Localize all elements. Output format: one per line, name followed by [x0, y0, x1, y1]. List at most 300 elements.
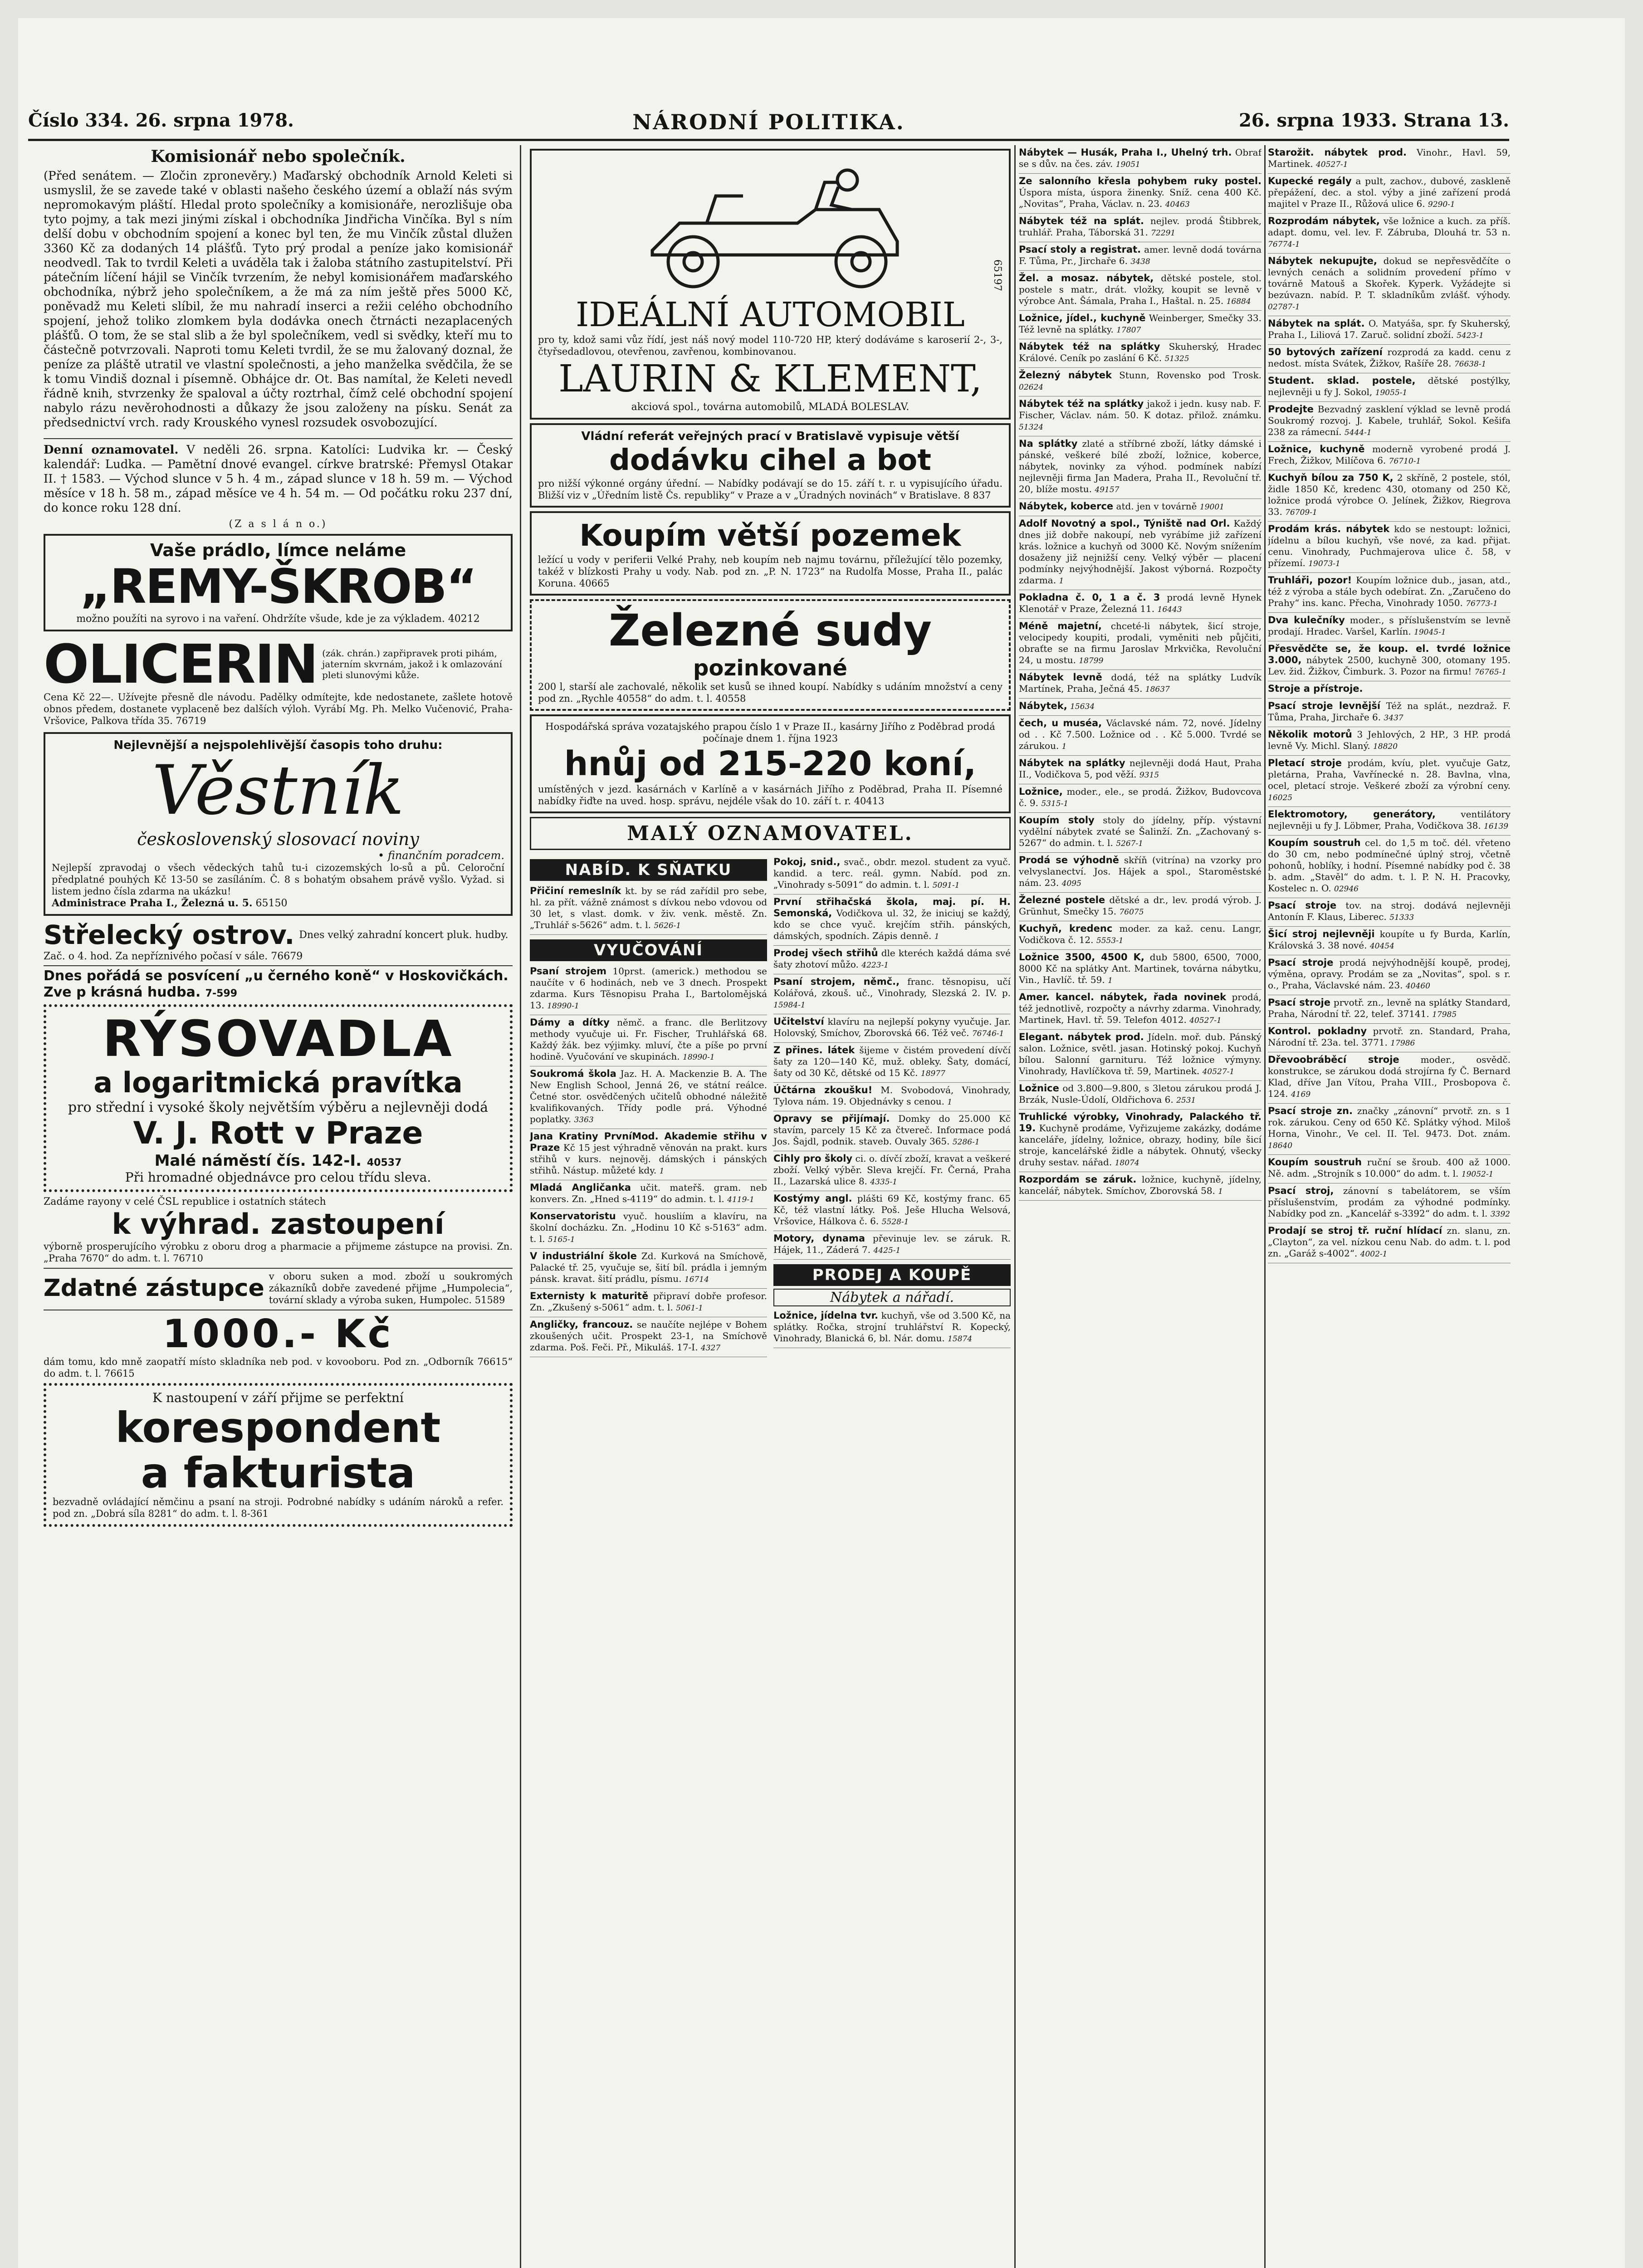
classified-heading: Elektromotory, generátory, [1268, 809, 1436, 820]
classified-item [1019, 242, 1262, 271]
ad-laurin-number: 65197 [992, 259, 1003, 291]
classified-number: 76774-1 [1268, 240, 1300, 249]
classified-item [1268, 254, 1511, 316]
classified-text: moderně vyrobené prodá J. Frech, Žižkov, Milíčova 6. [1268, 444, 1511, 466]
classified-number: 76710-1 [1389, 457, 1421, 466]
classified-heading: Několik motorů [1268, 729, 1352, 740]
ad-remy-skrob [44, 534, 513, 631]
column-classifieds-4 [1268, 145, 1511, 2268]
classified-text: moder., osvědč. konstrukce, se zárukou dodá strojírna fy Č. Bernard Klad, dříve Jan Vítou, Praha VIII., Prosbopova č. 124. [1268, 1054, 1511, 1099]
classified-heading: Koupím soustruh [1268, 837, 1361, 848]
section-vyucovani: VYUČOVÁNÍ [530, 939, 767, 961]
classified-text: Stunn, Rovensko pod Trosk. [1119, 370, 1262, 381]
ad-bratislava-name: dodávku cihel a bot [609, 444, 931, 477]
classified-number: 17986 [1390, 1039, 1415, 1048]
classified-heading: Ložnice, [1019, 786, 1063, 797]
classified-number: 19051 [1115, 160, 1140, 169]
classified-text: zánovní s tabelátorem, se vším příslušenstvím, prodám za výhodné podmínky. Nabídky pod zn. „Kancelář s-3392“ do adm. t. l. [1268, 1185, 1511, 1219]
classified-text: dodá, též na splátky Ludvík Martínek, Praha, Ječná 45. [1019, 672, 1262, 694]
ad-kone-top: Hospodářská správa vozatajského prapou číslo 1 v Praze II., kasárny Jiřího z Poděbrad prodá počínaje dnem 1. října 1923 [545, 721, 995, 744]
classified-heading: čech, u muséa, [1019, 718, 1102, 728]
column-rule [1014, 145, 1016, 2268]
classified-item [1019, 339, 1262, 368]
classified-text: cel. do 1,5 m toč. dél. vřeteno do 30 cm, nebo podmínečné úplný stroj, včetně pohonů, hoblíky, i hodní. Písemné nabídky pod č. 38 b. adm. „Stavěl“ do adm. t. l. P. N. H. Pracovky, Kostelec n. O. [1268, 837, 1511, 894]
ad-rysovadla-number: 40537 [367, 1157, 402, 1168]
classified-heading: Koupím stoly [1019, 815, 1095, 826]
classified-item [1268, 145, 1511, 174]
classified-heading: Psací stoly a registrat. [1019, 244, 1141, 255]
ad-vestnik [44, 732, 513, 916]
classified-item [1019, 174, 1262, 214]
classified-item: Psaní strojem, němč., franc. těsnopisu, učí Kolářová, zkouš. uč., Vinohrady, Slezská 2. IV. p. 15984-1 [773, 974, 1011, 1014]
classified-heading: Nábytek na splát. [1268, 318, 1365, 329]
ad-bratislava-top: Vládní referát veřejných prací v Bratislavě vypisuje větší [581, 430, 959, 443]
ad-cerny-text: Dnes pořádá se posvícení „u černého koně“ v Hoskovičkách. Zve p krásná hudba. [44, 968, 509, 1000]
classified-heading: Elegant. nábytek prod. [1019, 1031, 1144, 1042]
ad-olicerin-number: 76719 [176, 715, 206, 726]
classified-heading: Nábytek, koberce [1019, 501, 1114, 512]
classified-heading: Ložnice 3500, 4500 K, [1019, 952, 1144, 963]
classified-number: 16884 [1226, 297, 1251, 306]
classified-item [1268, 1024, 1511, 1052]
classified-item [1268, 995, 1511, 1024]
classified-item: Přičiní remeslník kt. by se rád zařídil pro sebe, hl. za přít. vážně známost s dívkou nebo vdovou od 30 let, s vlast. domk. v živ. venk. městě. Zn. „Truhlář s-5626“ adm. t. l. 5626-1 [530, 884, 767, 935]
classified-number: 17985 [1432, 1010, 1457, 1019]
ad-remy-name: „REMY-ŠKROB“ [80, 559, 476, 614]
section-nabidky-k-snatku: NABÍD. K SŇATKU [530, 859, 767, 881]
classified-heading: Rozprodám nábytek, [1268, 215, 1380, 226]
ad-zelezne-sudy [530, 599, 1011, 711]
ad-strelecky-side: Dnes velký zahradní koncert pluk. hudby. [299, 929, 509, 941]
ad-koresp-name2: a fakturista [141, 1449, 416, 1497]
ad-sudy-number: 40558 [715, 693, 746, 704]
ad-vestnik-top: Nejlevnější a nejspolehlivější časopis toho druhu: [113, 738, 443, 752]
ad-kone-name: hnůj od 215-220 koní, [564, 744, 977, 783]
classified-item [1019, 368, 1262, 396]
ad-zastoupeni-top: Zadáme rayony v celé ČSL republice i ostatních státech [44, 1196, 326, 1207]
article-body: (Před senátem. — Zločin zpronevěry.) Maďarský obchodník Arnold Keleti si usmyslil, že se zavede také v oblasti našeho českého území a oblaží nás svým nepromokavým pláští. Hledal proto společníky a komisionáře, nerozlišuje oba tyto pojmy, a tak mezi jinými získal i obchodníka Jindřicha Vinčíka. Byl s ním delší dobu v obchodním spojení a konec byl ten, že mu Vinčík zůstal dlužen 3360 Kč za dodaných 14 plášťů. Tyto prý prodal a peníze jako komisionář neodvedl. Tak to tvrdil Keleti a uváděla tak i žaloba státního zastupitelství. Při pátečním líčení hájil se Vinčík tvrzením, že nebyl komisionářem maďarského obchodníka, nýbrž jeho společníkem, a že má za ním ještě přes 5000 Kč, poněvadž mu Keleti slíbil, že mu nahradí inserci a režii celého obchodního spojení, jehož toliko zlomkem byla dodávka onech čtrnácti nezaplacených plášťů. O tom, že se stal slib a že byl společníkem, vedl si svědky, kteří mu to částečně potvrzovali. Naproti tomu Keleti tvrdil, že se mu žalovaný doznal, že peníze za pláště utratil ve vlastní společnosti, a jeho manželka svědčila, že se k tomu Vindiš doznal i písemně. Obhájce dr. Ot. Bas namítal, že Keleti nevedl řádně knih, stvrzenky že spaloval a účty roztrhal, čímž celé obchodní spojení nabylo rázu nevěrohodnosti a důkazy že jsou založeny na písku. Senát za předsednictví vrch. rady Krouského vynesl rozsudek osvobozující. [44, 169, 513, 430]
ad-vestnik-name: Věstník [152, 751, 405, 830]
classified-item [1019, 784, 1262, 813]
classified-number: 40527-1 [1202, 1067, 1235, 1076]
classified-heading: Dva kulečníky [1268, 615, 1345, 626]
classified-item [1019, 1030, 1262, 1081]
classified-text: moder., ele., se prodá. Žižkov, Budovcova č. 9. [1019, 786, 1262, 808]
classified-heading: Ložnice [1019, 1083, 1059, 1094]
classified-number: 19055-1 [1375, 388, 1408, 397]
classified-item [1268, 727, 1511, 756]
classified-heading: Dřevoobráběcí stroje [1268, 1054, 1399, 1065]
classified-number: 02946 [1334, 885, 1359, 894]
classified-item [1019, 590, 1262, 619]
column-middle [530, 145, 1011, 2268]
classified-heading: Železné postele [1019, 894, 1105, 905]
classified-text: prodá, též jednotlivě, rozpočty a návrhy zdarma. Vinohrady, Martinek, Havl. tř. 59. Telefon 4012. [1019, 992, 1262, 1025]
ad-bratislava-body: pro nižší výkonné orgány úřední. — Nabídky podávají se do 15. září t. r. u vypisujícího úřadu. Bližší viz v „Úředním listě Čs. republiky“ v Praze a v „Úradných novinách“ v Bratislave. [538, 478, 1002, 501]
ad-koresp-name1: korespondent [115, 1403, 441, 1452]
classified-heading: Přesvědčte se, že koup. el. tvrdé ložnice 3.000, [1268, 643, 1511, 665]
classified-number: 18640 [1268, 1141, 1293, 1150]
classified-number: 72291 [1151, 229, 1176, 238]
classified-text: rozprodá za kadd. cenu z nedost. místa Svátek, Žižkov, Rašíře 28. [1268, 347, 1511, 369]
classified-heading: Amer. kancel. nábytek, řada novinek [1019, 992, 1227, 1002]
column-rule [1264, 145, 1266, 2268]
classified-item [1268, 1183, 1511, 1223]
classified-text: koupíte u fy Burda, Karlín, Královská 3. 38 nové. [1268, 929, 1511, 951]
classified-number: 5444-1 [1344, 428, 1372, 437]
classified-number: 4002-1 [1360, 1250, 1388, 1259]
classified-text: Též na splát., nezdraž. F. Tůma, Praha, Jirchaře 6. [1268, 700, 1511, 723]
ad-vestnik-body: Nejlepší zpravodaj o všech vědeckých tahů tu-i cizozemských lo-sů a pů. Celoroční předplatné pouhých Kč 13-50 se zasíláním. Č. 8 s bohatým obsahem právě vyšlo. Vyžad. si listem jedno čísla zdarma na ukázku! [52, 862, 504, 897]
classifieds-mid-right [773, 855, 1011, 1357]
classified-text: O. Matyáša, spr. fy Skuherský, Praha I., Liliová 17. Zaruč. solidní zboží. [1268, 318, 1511, 340]
classified-item [1268, 214, 1511, 254]
ad-zastoupeni [44, 1196, 513, 1264]
classified-heading: Méně majetní, [1019, 621, 1102, 631]
classifieds-mid-left [530, 855, 767, 1357]
classified-number: 02624 [1019, 383, 1044, 392]
ad-zdatne [44, 1268, 513, 1306]
classified-heading: Truhláři, pozor! [1268, 575, 1352, 586]
classified-item: Ložnice, jídelna tvr. kuchyň, vše od 3.500 Kč, na splátky. Ročka, strojní truhlářství R. Kopecký, Vinohrady, Blanická 6, bl. Nár. domu. 15874 [773, 1308, 1011, 1348]
maly-oznamovatel-title: MALÝ OZNAMOVATEL. [530, 817, 1011, 850]
classified-item [1268, 345, 1511, 373]
classified-number: 19045-1 [1414, 628, 1446, 637]
classified-heading: Starožit. nábytek prod. [1268, 147, 1407, 158]
classified-heading: Pokladna č. 0, 1 a č. 3 [1019, 592, 1160, 603]
classified-heading: Psací stroj, [1268, 1185, 1334, 1196]
classified-number: 5553-1 [1096, 936, 1124, 945]
classified-item [1268, 955, 1511, 995]
classified-number: 49157 [1095, 485, 1120, 494]
ad-pozemek-name: Koupím větší pozemek [579, 518, 961, 553]
automobile-illustration [625, 155, 915, 296]
classified-text: Weinberger, Smečky 33. Též levně na splátky. [1019, 313, 1262, 335]
classified-number: 4095 [1061, 879, 1081, 888]
classified-text: tov. na stroj. dodává nejlevněji Antonín F. Klaus, Liberec. [1268, 900, 1511, 922]
classified-heading: Nábytek též na splátky [1019, 398, 1144, 409]
classified-item: První střihačská škola, maj. pí. H. Semonská, Vodičkova ul. 32, že iniciuj se každý, kdo se chce vyuč. krejčím střih. pánských, dámských, spodních. Zápis denně. 1 [773, 894, 1011, 946]
ad-zastoupeni-number: 76710 [173, 1253, 203, 1264]
ad-kone-body: umístěných v jezd. kasárnách v Karlíně a v kasárnách Jiřího z Poděbrad, Praha II. Písemné nabídky řiďte na uved. hosp. správu, nejdéle však do 10. září t. r. [538, 784, 1002, 807]
classified-item [1019, 950, 1262, 990]
classified-text: nábytek 2500, kuchyně 300, otomany 195. Lev. žid. Žižkov, Čimburk. 3. Pozor na firmu! [1268, 655, 1511, 677]
classified-heading: Na splátky [1019, 438, 1078, 449]
classified-item [1268, 836, 1511, 898]
classified-number: 76765-1 [1474, 668, 1507, 677]
classified-text: moder., s příslušenstvím se levně prodají. Hradec. Varšel, Karlín. [1268, 615, 1511, 637]
classified-number: 5315-1 [1041, 799, 1069, 808]
classified-heading: Nábytek na splátky [1019, 758, 1125, 768]
ad-strelecky-body: Zač. o 4. hod. Za nepříznivého počasí v sále. [44, 951, 268, 962]
ad-rysovadla-addr: Malé náměstí čís. 142-I. [154, 1152, 362, 1170]
classified-number: 40527-1 [1189, 1016, 1222, 1025]
classified-text: zlaté a stříbrné zboží, látky dámské i pánské, veškeré bílé zboží, ložnice, koberce, nábytek, novinky za výhod. podmínek nabízí nejlevněji firma Jan Madera, Praha II., Revoluční tř. 20, blíže mostu. [1019, 438, 1262, 494]
classified-item: Angličky, francouz. se naučíte nejlépe v Bohem zkoušených učit. Prospekt 23-1, na Smíchově zdarma. Poš. Feči. Př., Mikuláš. 17-I. 4327 [530, 1317, 767, 1357]
ad-rysovadla [44, 1004, 513, 1192]
classified-item [1268, 522, 1511, 573]
classified-number: 1 [1059, 577, 1064, 586]
ad-rysovadla-foot: Při hromadné objednávce pro celou třídu sleva. [125, 1170, 431, 1185]
classified-text: Bezvadný zasklení výklad se levně prodá Soukromý rozvoj. J. Kabele, truhlář, Sokol. Kešifa 238 za rámecní. [1268, 404, 1511, 437]
ad-remy-number: 40212 [448, 613, 480, 625]
ad-bratislava [530, 423, 1011, 508]
classified-text: dub 5800, 6500, 7000, 8000 Kč na splátky Ant. Martinek, továrna nábytku, Vin., Havlíč. tř. 59. [1019, 952, 1262, 985]
classified-text: atd. jen v továrně [1116, 501, 1197, 512]
classified-item [1019, 311, 1262, 339]
ad-zastoupeni-name: k výhrad. zastoupení [112, 1207, 445, 1241]
classified-number: 17807 [1116, 326, 1141, 335]
classified-heading: Psací stroje [1268, 957, 1334, 968]
classified-text: Václavské nám. 72, nové. Jídelny od . . Kč 7.500. Ložnice od . . Kč 5.000. Tvrdé se zárukou. [1019, 718, 1262, 751]
classified-heading: Prodám krás. nábytek [1268, 523, 1390, 534]
classified-text: dětské postýlky, nejlevněji u fy J. Sokol, [1268, 375, 1511, 397]
classified-text: prvotř. zn. Standard, Praha, Národní tř. 23a. tel. 3771. [1268, 1026, 1511, 1048]
classified-heading: Prodá se výhodně [1019, 855, 1119, 865]
classified-text: a pult, zachov., dubové, zaskleně přepážení, dec. a stol. výby a jiné zařízení prodá majitel v Praze II., Růžová ulice 6. [1268, 176, 1511, 209]
classified-item: Mladá Angličanka učit. mateřš. gram. neb konvers. Zn. „Hned s-4119“ do admin. t. l. 4119-1 [530, 1180, 767, 1209]
zaslano-label: (Z a s l á n o.) [229, 518, 328, 530]
classified-number: 19052-1 [1461, 1170, 1494, 1179]
ad-sudy-sub: pozinkované [693, 655, 847, 681]
classified-number: 51325 [1164, 354, 1189, 363]
ad-vestnik-number: 65150 [255, 898, 288, 909]
ad-laurin-firm: LAURIN & KLEMENT, [558, 357, 982, 401]
ad-cerny-number: 7-599 [205, 988, 238, 999]
classified-heading: Psací stroje zn. [1268, 1105, 1353, 1116]
ad-zdatne-number: 51589 [474, 1295, 505, 1305]
classified-item [1268, 898, 1511, 927]
classified-item: Učitelství klavíru na nejlepší pokyny vyučuje. Jar. Holovský, Smíchov, Zborovská 66. Též več. 76746-1 [773, 1014, 1011, 1043]
classified-item [1019, 271, 1262, 311]
classified-item [1019, 670, 1262, 699]
classified-item: Dámy a dítky němč. a franc. dle Berlitzovy methody vyučuje ui. Fr. Fischer, Truhlářská 68. Každý žák. bez výjimky. mluví, čte a píše po první hodině. Vyučování ve skupinách. 18990-1 [530, 1015, 767, 1066]
classified-number: 1 [1218, 1187, 1223, 1196]
ad-1000-body: dám tomu, kdo mně zaopatří místo skladníka neb pod. v kovooboru. Pod zn. „Odborník 76615“ do adm. t. l. [44, 1356, 513, 1379]
classified-number: 51333 [1389, 913, 1414, 922]
ad-remy-bottom: možno použíti na syrovo i na vaření. Ohdržíte všude, kde je za výkladem. [76, 613, 445, 625]
classified-text: prodám, kvíu, plet. vyučuje Gatz, pletárna, Praha, Vavřínecké n. 28. Bavlna, vlna, ocel, pletací stroje. Veškeré zboží za výrobní ceny. [1268, 758, 1511, 791]
calendar-body: V neděli 26. srpna. Katolíci: Ludvika kr. — Český kalendář: Ludka. — Pamětní dnové evangel. církve bratrské: Přemysl Otakar II. † 1583. — Východ slunce v 5 h. 4 m., západ slunce v 18 h. 59 m. — Východ měsíce v 18 h. 58 m., západ měsíce ve 4 h. 54 m. — Od počátku roku 237 dní, do konce roku 128 dní. [44, 443, 513, 515]
ad-laurin-title: IDEÁLNÍ AUTOMOBIL [576, 295, 965, 334]
classified-text: prodá nejvýhodnější koupě, prodej, výměna, opravy. Prodám se za „Novitas“, spol. s r. o., Praha, Václavské nám. 23. [1268, 957, 1511, 991]
ad-koresp-top: K nastoupení v září přijme se perfektní [152, 1390, 404, 1405]
classified-heading: Kupecké regály [1268, 176, 1352, 186]
classified-text: skříň (vitrína) na vzorky pro velvyslanectví. Jos. Hájek a spol., Staroměstské nám. 23. [1019, 855, 1262, 888]
classified-number: 18074 [1115, 1158, 1139, 1168]
classified-number: 15634 [1070, 702, 1095, 711]
classified-item [1019, 436, 1262, 499]
classified-item [1268, 316, 1511, 345]
classified-number: 40460 [1405, 982, 1430, 991]
classified-number: 19001 [1199, 503, 1224, 512]
classified-number: 3392 [1490, 1210, 1510, 1219]
classified-item [1019, 1110, 1262, 1172]
classified-number: 16025 [1268, 793, 1293, 802]
classified-heading: Pletací stroje [1268, 758, 1342, 768]
classified-heading: Ložnice, jídel., kuchyně [1019, 313, 1146, 323]
classified-text: jakož i jedn. kusy nab. F. Fischer, Václav. nám. 50. K dotaz. přilož. známku. [1019, 398, 1262, 420]
ad-pozemek [530, 511, 1011, 596]
classified-item [1019, 1081, 1262, 1110]
classified-text: dětské a dr., lev. prodá výrob. J. Grünhut, Smečky 15. [1019, 894, 1262, 917]
classified-heading: Nábytek též na splátky [1019, 341, 1160, 352]
ad-rysovadla-firm: V. J. Rott v Praze [133, 1115, 423, 1151]
ad-strelecky [44, 919, 513, 963]
classified-item [1268, 174, 1511, 214]
classified-item: Konservatoristu vyuč. housliím a klavíru, na školní docházku. Zn. „Hodinu 10 Kč s-5163“ adm. t. l. 5165-1 [530, 1209, 767, 1249]
classified-item: Externisty k maturitě připraví dobře profesor. Zn. „Zkušený s-5061“ adm. t. l. 5061-1 [530, 1289, 767, 1317]
classified-item: Pokoj, snid., svač., obdr. mezol. student za vyuč. kandid. a terc. reál. gymn. Nabíd. pod zn. „Vinohrady s-5091“ do admin. t. l. 5091-1 [773, 855, 1011, 894]
classified-item: Prodej všech střihů dle kteréch každá dáma své šaty zhotoví můžo. 4223-1 [773, 946, 1011, 974]
classified-number: 40454 [1369, 942, 1394, 951]
calendar-notice [44, 438, 513, 530]
classified-number: 2531 [1176, 1096, 1196, 1105]
classified-heading: Nábytek — Husák, Praha I., Uhelný trh. [1019, 147, 1232, 158]
classified-heading: Nábytek též na splát. [1019, 215, 1144, 226]
classified-text: dokud se nepřesvědčíte o levných cenách a solidním provedení přímo v továrně Matouš a Skořek. Kyperk. Vyžádejte si bezúvazn. nabíd. P. T. skladníkům zvlášť. výhody. [1268, 255, 1511, 300]
classified-text: chceté-li nábytek, šicí stroje, velocipedy koupiti, prodali, vyměniti neb půjčiti, obraťte se na firmu Jaroslav Mrkvička, Revoluční 24, u mostu. [1019, 621, 1262, 665]
classified-text: Úspora místa, úspora žinenky. Sníž. cena 400 Kč. „Novitas“, Praha, Václav. n. 23. [1019, 187, 1262, 209]
ad-vestnik-sub2: • finančním poradcem. [378, 849, 504, 862]
classified-heading: Kontrol. pokladny [1268, 1026, 1367, 1036]
ad-rysovadla-sub: a logaritmická pravítka [93, 1066, 463, 1099]
ad-bratislava-number: 8 837 [963, 490, 991, 501]
page-date: 26. srpna 1933. Strana 13. [1238, 110, 1509, 131]
classified-heading: Kuchyň bílou za 750 K, [1268, 472, 1394, 483]
ad-1000-kc [44, 1310, 513, 1379]
classified-item [1268, 699, 1511, 727]
ad-laurin-foot: akciová spol., továrna automobilů, MLADÁ BOLESLAV. [631, 401, 910, 413]
page-header [28, 107, 1509, 141]
classified-item [1268, 442, 1511, 470]
ad-pozemek-number: 40665 [579, 578, 610, 589]
classified-item: Kostýmy angl. plášti 69 Kč, kostýmy franc. 65 Kč, též vlastní látky. Poš. Ješe Hlucha Welsová, Vršovice, Hálkova č. 6. 5528-1 [773, 1191, 1011, 1231]
ad-koresp-body: bezvadně ovládající němčinu a psaní na stroji. Podrobné nabídky s udáním nároků a refer. pod zn. „Dobrá síla 8281“ do adm. t. l. [53, 1496, 504, 1519]
classified-heading: Ložnice, kuchyně [1268, 444, 1365, 455]
ad-kone-number: 40413 [854, 796, 885, 807]
ad-vestnik-sub: československý slosovací noviny [137, 829, 419, 849]
classified-item [1268, 1155, 1511, 1183]
classified-item: Jana Kratiny PrvníMod. Akademie střihu v Praze Kč 15 jest výhradně věnován na prakt. kurs střihů v kurs. nejnověj. dámských i pánských střihů. Nástup. můžeté kdy. 1 [530, 1129, 767, 1180]
classified-item [1268, 470, 1511, 522]
ad-sudy-body: 200 l, starší ale zachovalé, několik set kusů se ihned koupí. Nabídky s udáním množství a ceny pod zn. „Rychle 40558“ do adm. t. l. [538, 681, 1002, 704]
ad-zdatne-body: v oboru suken a mod. zboží u soukromých zákazníků dobře zavedené přijme „Humpolecia“, tovární sklady a výroba suken, Humpolec. [269, 1271, 513, 1305]
classified-item: Motory, dynama převinuje lev. se záruk. R. Hájek, 11., Záderá 7. 4425-1 [773, 1231, 1011, 1260]
classified-number: 40463 [1165, 200, 1190, 209]
classified-text: ložnice, kuchyně, jídelny, kancelář, nábytek. Smíchov, Zborovská 58. [1019, 1174, 1262, 1196]
ad-olicerin-side: (zák. chrán.) zapřipravek proti pihám, jaterním skvrnám, jakož i k omlazování pleti slunovými kůže. [322, 648, 502, 680]
ad-cerny-kun [44, 965, 513, 1001]
classified-text: Koupím ložnice dub., jasan, atd., též z výroba a stále bych odebírat. Zn. „Zaručeno do Prahy“ ins. kanc. Přecha, Vinohrady 1050. [1268, 575, 1511, 608]
classified-text: dětské postele, stol. postele s matr., drát. vložky, koupit se levně v výrobce Ant. Šámala, Praha I., Haštal. n. 25. [1019, 273, 1262, 306]
classified-item [1019, 214, 1262, 242]
classified-number: 1 [1061, 742, 1067, 751]
classified-item [1268, 1052, 1511, 1104]
classified-item [1268, 613, 1511, 641]
ad-remy-top: Vaše prádlo, límce neláme [150, 540, 406, 560]
classified-heading: Nábytek nekupujte, [1268, 255, 1377, 266]
classified-number: 51324 [1019, 423, 1044, 432]
issue-number: Číslo 334. 26. srpna 1978. [28, 110, 294, 131]
classified-text: od 3.800—9.800, s 3letou zárukou prodá J. Brzák, Nusle-Údolí, Oldřichova 6. [1019, 1083, 1262, 1105]
classified-heading: Stroje a přístroje. [1268, 683, 1363, 694]
classified-item: Účtárna zkoušku! M. Svobodová, Vinohrady, Tylova nám. 19. Objednávky s cenou. 1 [773, 1083, 1011, 1111]
ad-1000-name: 1000.- Kč [162, 1311, 394, 1357]
ad-olicerin-body: Cena Kč 22—. Užívejte přesně dle návodu. Padělky odmítejte, kde nedostanete, zašlete hotově obnos předem, dostanete vyplaceně bez dalších výloh. Vyrábí Mg. Ph. Melko Vučenović, Praha-Vršovice, Palkova třída 35. [44, 692, 513, 726]
ad-sudy-name: Železné sudy [608, 605, 932, 656]
classified-heading: Psací stroje [1268, 997, 1330, 1008]
classified-text: nejlev. prodá Štibbrek, truhlář. Praha, Táborská 31. [1019, 215, 1262, 238]
classified-item [1019, 716, 1262, 756]
classified-item [1268, 373, 1511, 402]
classified-heading: Prodejte [1268, 404, 1314, 415]
classified-item [1019, 921, 1262, 950]
classified-text: ventilátory nejlevněji u fy J. Löbmer, Praha, Vodičkova 38. [1268, 809, 1511, 831]
classified-text: Vinohr., Havl. 59, Martinek. [1268, 147, 1511, 169]
classified-item [1268, 807, 1511, 836]
classified-item [1019, 145, 1262, 174]
classified-number: 18799 [1079, 656, 1104, 665]
classified-item [1268, 641, 1511, 681]
classified-heading: Žel. a mosaz. nábytek, [1019, 273, 1154, 284]
classified-number: 76709-1 [1285, 508, 1317, 517]
classified-heading: Psací stroje [1268, 900, 1337, 911]
classified-item: Cihly pro školy ci. o. dívčí zboží, kravat a veškeré zboží. Velký výběr. Sleva krejčí. Fr. Černá, Praha II., Lazarská ulice 8. 4335-1 [773, 1151, 1011, 1191]
classified-heading: 50 bytových zařízení [1268, 347, 1383, 357]
classified-item [1268, 756, 1511, 807]
classified-number: 40527-1 [1315, 160, 1348, 169]
classified-text: 3 Jehlových, 2 HP., 3 HP. prodá levně Vy. Michl. Slaný. [1268, 729, 1511, 751]
classified-item: Psaní strojem 10prst. (americk.) methodou se naučíte v 6 hodinách, neb ve 3 dnech. Prospekt zdarma. Kurs Těsnopisu Praha I., Bartolomějská 13. 18990-1 [530, 964, 767, 1015]
classified-number: 76075 [1119, 908, 1144, 917]
classified-text: Skuherský, Hradec Králové. Ceník po zaslání 6 Kč. [1019, 341, 1262, 363]
classified-number: 5423-1 [1457, 331, 1484, 340]
classified-item [1019, 813, 1262, 853]
classified-heading: Student. sklad. postele, [1268, 375, 1416, 386]
classified-item: Z přines. látek šijeme v čistém provedení dívčí šaty za 120—140 Kč, muž. obleky. Šaty, domácí, šaty od 30 Kč, dětské od 15 Kč. 18977 [773, 1043, 1011, 1083]
classified-item: V industriální škole Zd. Kurková na Smíchově, Palacké tř. 25, vyučuje se, šití bíl. prádla i jemným pánsk. kravat. šití prádlu, písmu. 16714 [530, 1249, 767, 1289]
classified-text: vše ložnice a kuch. za příš. adapt. domu, vel. lev. F. Zábruba, Dlouhá tr. 53 n. [1268, 215, 1511, 238]
ad-olicerin-name: OLICERIN [44, 635, 318, 695]
classified-text: Obraf se s dův. na čes. záv. [1019, 147, 1262, 169]
classified-number: 16139 [1484, 822, 1509, 831]
classified-text: Kuchyně prodáme, Vyřizujeme zakázky, dodáme kanceláře, jídelny, ložnice, obrazy, hodiny, bíle šicí stroje, kancelářské židle a nábytek. Ohnutý, všecky druhy sestav. nářad. [1019, 1123, 1262, 1168]
article-headline: Komisionář nebo společník. [151, 147, 406, 166]
column-rule [520, 145, 521, 2268]
classified-item [1019, 396, 1262, 436]
classified-number: 76773-1 [1466, 599, 1498, 608]
classified-text: amer. levně dodá továrna F. Tůma, Pr., Jirchaře 6. [1019, 244, 1262, 266]
classified-heading: Kuchyň, kredenc [1019, 923, 1113, 934]
ad-vestnik-admin: Administrace Praha I., Železná u. 5. [52, 897, 253, 909]
classified-number: 9290-1 [1428, 200, 1455, 209]
classified-text: 2 skříně, 2 postele, stól, židle 1850 Kč, kredenc 430, otomany od 250 Kč, ložnice prodá výrobce O. Jelínek, Žižkov, Riegrova 33. [1268, 472, 1511, 517]
classified-item [1019, 756, 1262, 784]
section-prodej-a-koupe: PRODEJ A KOUPĚ [773, 1264, 1011, 1286]
classified-text: Jídeln. moř. dub. Pánský salon. Ložnice, světl. jasan. Hotinský pokoj. Kuchyň bílou. Salonní garnituru. Též ložnice výmyny. Vinohrady, Havlíčkova tř. 59, Martinek. [1019, 1031, 1262, 1076]
classified-number: 3438 [1130, 257, 1150, 266]
classified-item [1268, 927, 1511, 955]
classified-item [1268, 402, 1511, 442]
classified-text: stoly do jídelny, příp. výstavní vydělní nábytek zvaté se Šalinží. Zn. „Zachovaný s-5267“ do admin. t. l. [1019, 815, 1262, 848]
calendar-title: Denní oznamovatel. [44, 443, 179, 457]
ad-strelecky-number: 76679 [271, 951, 303, 962]
classified-heading: Truhlické výrobky, Vinohrady, Palackého tř. 19. [1019, 1111, 1262, 1134]
column-left [44, 145, 513, 2268]
classified-number: 02787-1 [1268, 303, 1300, 312]
ad-rysovadla-name: RÝSOVADLA [103, 1010, 454, 1068]
